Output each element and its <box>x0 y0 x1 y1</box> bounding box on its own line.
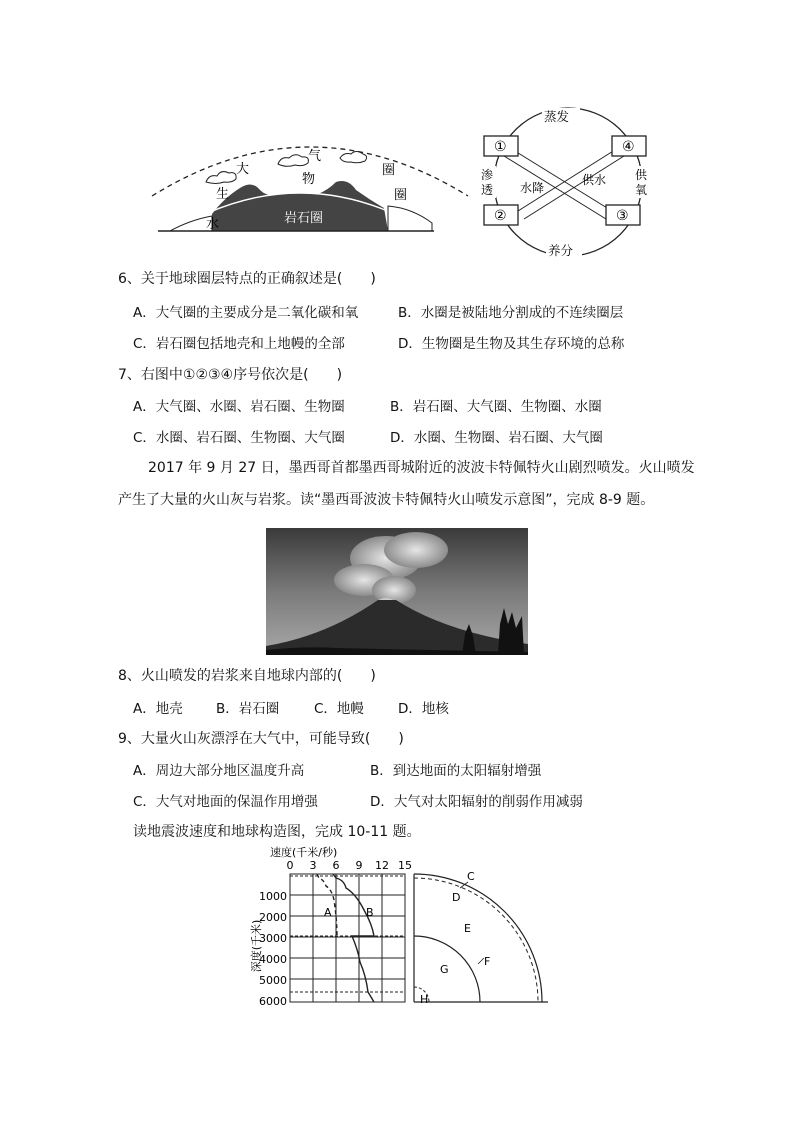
y-tick-2000: 2000 <box>259 911 287 924</box>
layer-d-label: D <box>452 891 461 904</box>
litho-label: 岩石圈 <box>284 211 324 226</box>
q8-option-d: D．地核 <box>398 701 449 717</box>
cloud-icon <box>278 155 308 167</box>
cloud-icon <box>340 152 367 163</box>
q6-option-a: A．大气圈的主要成分是二氧化碳和氧 <box>133 305 359 321</box>
q6-option-b: B．水圈是被陆地分割成的不连续圈层 <box>398 305 624 321</box>
x-tick-0: 0 <box>286 859 294 872</box>
layer-g-label: G <box>440 963 449 976</box>
layer-c-label: C <box>467 870 475 883</box>
x-tick-6: 6 <box>332 859 340 872</box>
q9-option-a: A．周边大部分地区温度升高 <box>133 763 305 779</box>
bio-char-3: 圈 <box>394 188 408 203</box>
q7-stem: 7、右图中①②③④序号依次是( ) <box>118 367 343 383</box>
volcano-photo <box>266 528 528 655</box>
q8-option-a: A．地壳 <box>133 701 183 717</box>
y-tick-5000: 5000 <box>259 974 287 987</box>
q9-option-b: B．到达地面的太阳辐射增强 <box>370 763 542 779</box>
right-label-2: 氧 <box>635 183 648 197</box>
x-tick-9: 9 <box>355 859 363 872</box>
q8-option-c: C．地幔 <box>314 701 364 717</box>
passage1-line2: 产生了大量的火山灰与岩浆。读“墨西哥波波卡特佩特火山喷发示意图”，完成 8-9 题。 <box>118 492 655 508</box>
y-tick-3000: 3000 <box>259 932 287 945</box>
earth-spheres-diagram <box>150 128 470 236</box>
node-2: ② <box>494 208 507 224</box>
bottom-label: 养分 <box>548 243 574 258</box>
diag-left-label: 水降 <box>520 181 545 195</box>
bio-char-1: 生 <box>216 187 230 202</box>
q9-stem: 9、大量火山灰漂浮在大气中，可能导致( ) <box>118 731 404 747</box>
right-label-1: 供 <box>635 168 648 182</box>
seismic-wave-figure <box>240 840 560 1012</box>
curve-a-label: A <box>324 906 332 919</box>
node-3: ③ <box>616 208 629 224</box>
passage1-line1: 2017 年 9 月 27 日，墨西哥首都墨西哥城附近的波波卡特佩特火山剧烈喷发。火山喷发 <box>148 460 695 476</box>
sphere-cycle-diagram <box>478 104 658 260</box>
atmos-char-3: 圈 <box>382 163 396 178</box>
diag-right-label: 供水 <box>582 173 607 187</box>
depth-axis-label: 深度(千米) <box>250 919 263 973</box>
top-label: 蒸发 <box>544 109 570 124</box>
y-tick-6000: 6000 <box>259 995 287 1008</box>
q7-option-b: B．岩石圈、大气圈、生物圈、水圈 <box>390 399 602 415</box>
q7-option-a: A．大气圈、水圈、岩石圈、生物圈 <box>133 399 345 415</box>
q6-stem: 6、关于地球圈层特点的正确叙述是( ) <box>118 271 376 287</box>
node-4: ④ <box>622 139 635 155</box>
passage2: 读地震波速度和地球构造图，完成 10-11 题。 <box>133 824 421 840</box>
curve-b-label: B <box>366 906 374 919</box>
left-label-1: 渗 <box>481 168 494 182</box>
q7-option-d: D．水圈、生物圈、岩石圈、大气圈 <box>390 430 603 446</box>
q9-option-d: D．大气对太阳辐射的削弱作用减弱 <box>370 794 583 810</box>
layer-h-label: H <box>420 993 429 1006</box>
water-label: 水 <box>206 217 220 232</box>
node-1: ① <box>494 139 507 155</box>
speed-axis-label: 速度(千米/秒) <box>270 846 338 859</box>
bio-char-2: 物 <box>302 172 316 187</box>
layer-e-label: E <box>464 922 471 935</box>
x-tick-12: 12 <box>375 859 389 872</box>
q9-option-c: C．大气对地面的保温作用增强 <box>133 794 318 810</box>
x-tick-15: 15 <box>398 859 412 872</box>
q8-option-b: B．岩石圈 <box>216 701 280 717</box>
x-tick-3: 3 <box>309 859 317 872</box>
y-tick-1000: 1000 <box>259 890 287 903</box>
left-label-2: 透 <box>481 183 494 197</box>
layer-f-label: F <box>484 955 491 968</box>
atmos-char-1: 大 <box>236 162 250 177</box>
atmos-char-2: 气 <box>308 149 322 164</box>
q8-stem: 8、火山喷发的岩浆来自地球内部的( ) <box>118 668 376 684</box>
q7-option-c: C．水圈、岩石圈、生物圈、大气圈 <box>133 430 345 446</box>
cloud-icon <box>206 172 236 184</box>
y-tick-4000: 4000 <box>259 953 287 966</box>
q6-option-c: C．岩石圈包括地壳和上地幔的全部 <box>133 336 345 352</box>
q6-option-d: D．生物圈是生物及其生存环境的总称 <box>398 336 625 352</box>
